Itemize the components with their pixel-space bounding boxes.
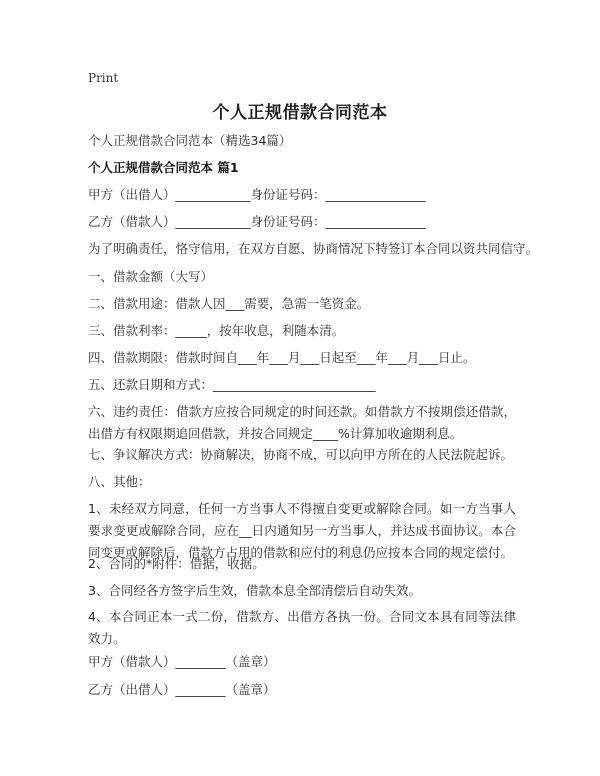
item-1-amount: 一、借款金额（大写） bbox=[88, 269, 214, 284]
section-title: 个人正规借款合同范本 篇1 bbox=[88, 160, 239, 175]
item-8-other: 八、其他： bbox=[88, 474, 151, 489]
item-4-term: 四、借款期限：借款时间自___年___月___日起至___年___月___日止。 bbox=[88, 350, 476, 365]
signature-party-b: 乙方（出借人）________（盖章） bbox=[88, 682, 276, 697]
clause-2: 2、合同的*附件：借据，收据。 bbox=[88, 556, 265, 571]
signature-party-a: 甲方（借款人）________（盖章） bbox=[88, 654, 276, 669]
document-title: 个人正规借款合同范本 bbox=[212, 103, 388, 123]
party-b-line: 乙方（借款人）____________身份证号码：________________ bbox=[88, 214, 426, 229]
clause-4: 4、本合同正本一式二份，借款方、出借方各执一份。合同文本具有同等法律效力。 bbox=[88, 609, 516, 646]
item-3-rate: 三、借款利率：_____，按年收息，利随本清。 bbox=[88, 323, 345, 338]
item-7-dispute: 七、争议解决方式：协商解决，协商不成，可以向甲方所在的人民法院起诉。 bbox=[88, 447, 514, 462]
party-a-line: 甲方（出借人）____________身份证号码：________________ bbox=[88, 187, 426, 202]
clause-3: 3、合同经各方签字后生效，借款本息全部清偿后自动失效。 bbox=[88, 583, 421, 598]
item-6-liability: 六、违约责任：借款方应按合同规定的时间还款。如借款方不按期偿还借款，出借方有权限期追回借款，并按合同规定____%计算加收逾期利息。 bbox=[88, 404, 516, 441]
item-2-purpose: 二、借款用途：借款人因___需要，急需一笔资金。 bbox=[88, 296, 370, 311]
item-5-repayment: 五、还款日期和方式：__________________________ bbox=[88, 377, 376, 392]
subtitle: 个人正规借款合同范本（精选34篇） bbox=[88, 133, 292, 148]
print-label: Print bbox=[88, 71, 119, 85]
clause-1: 1、未经双方同意，任何一方当事人不得擅自变更或解除合同。如一方当事人要求变更或解除合同，应在__日内通知另一方当事人，并达成书面协议。本合同变更或解除后，借款方占用的借款和应付的利息仍应按本合同的规定偿付。 bbox=[88, 501, 516, 560]
intro-paragraph: 为了明确责任，恪守信用，在双方自愿、协商情况下特签订本合同以资共同信守。 bbox=[88, 241, 539, 256]
